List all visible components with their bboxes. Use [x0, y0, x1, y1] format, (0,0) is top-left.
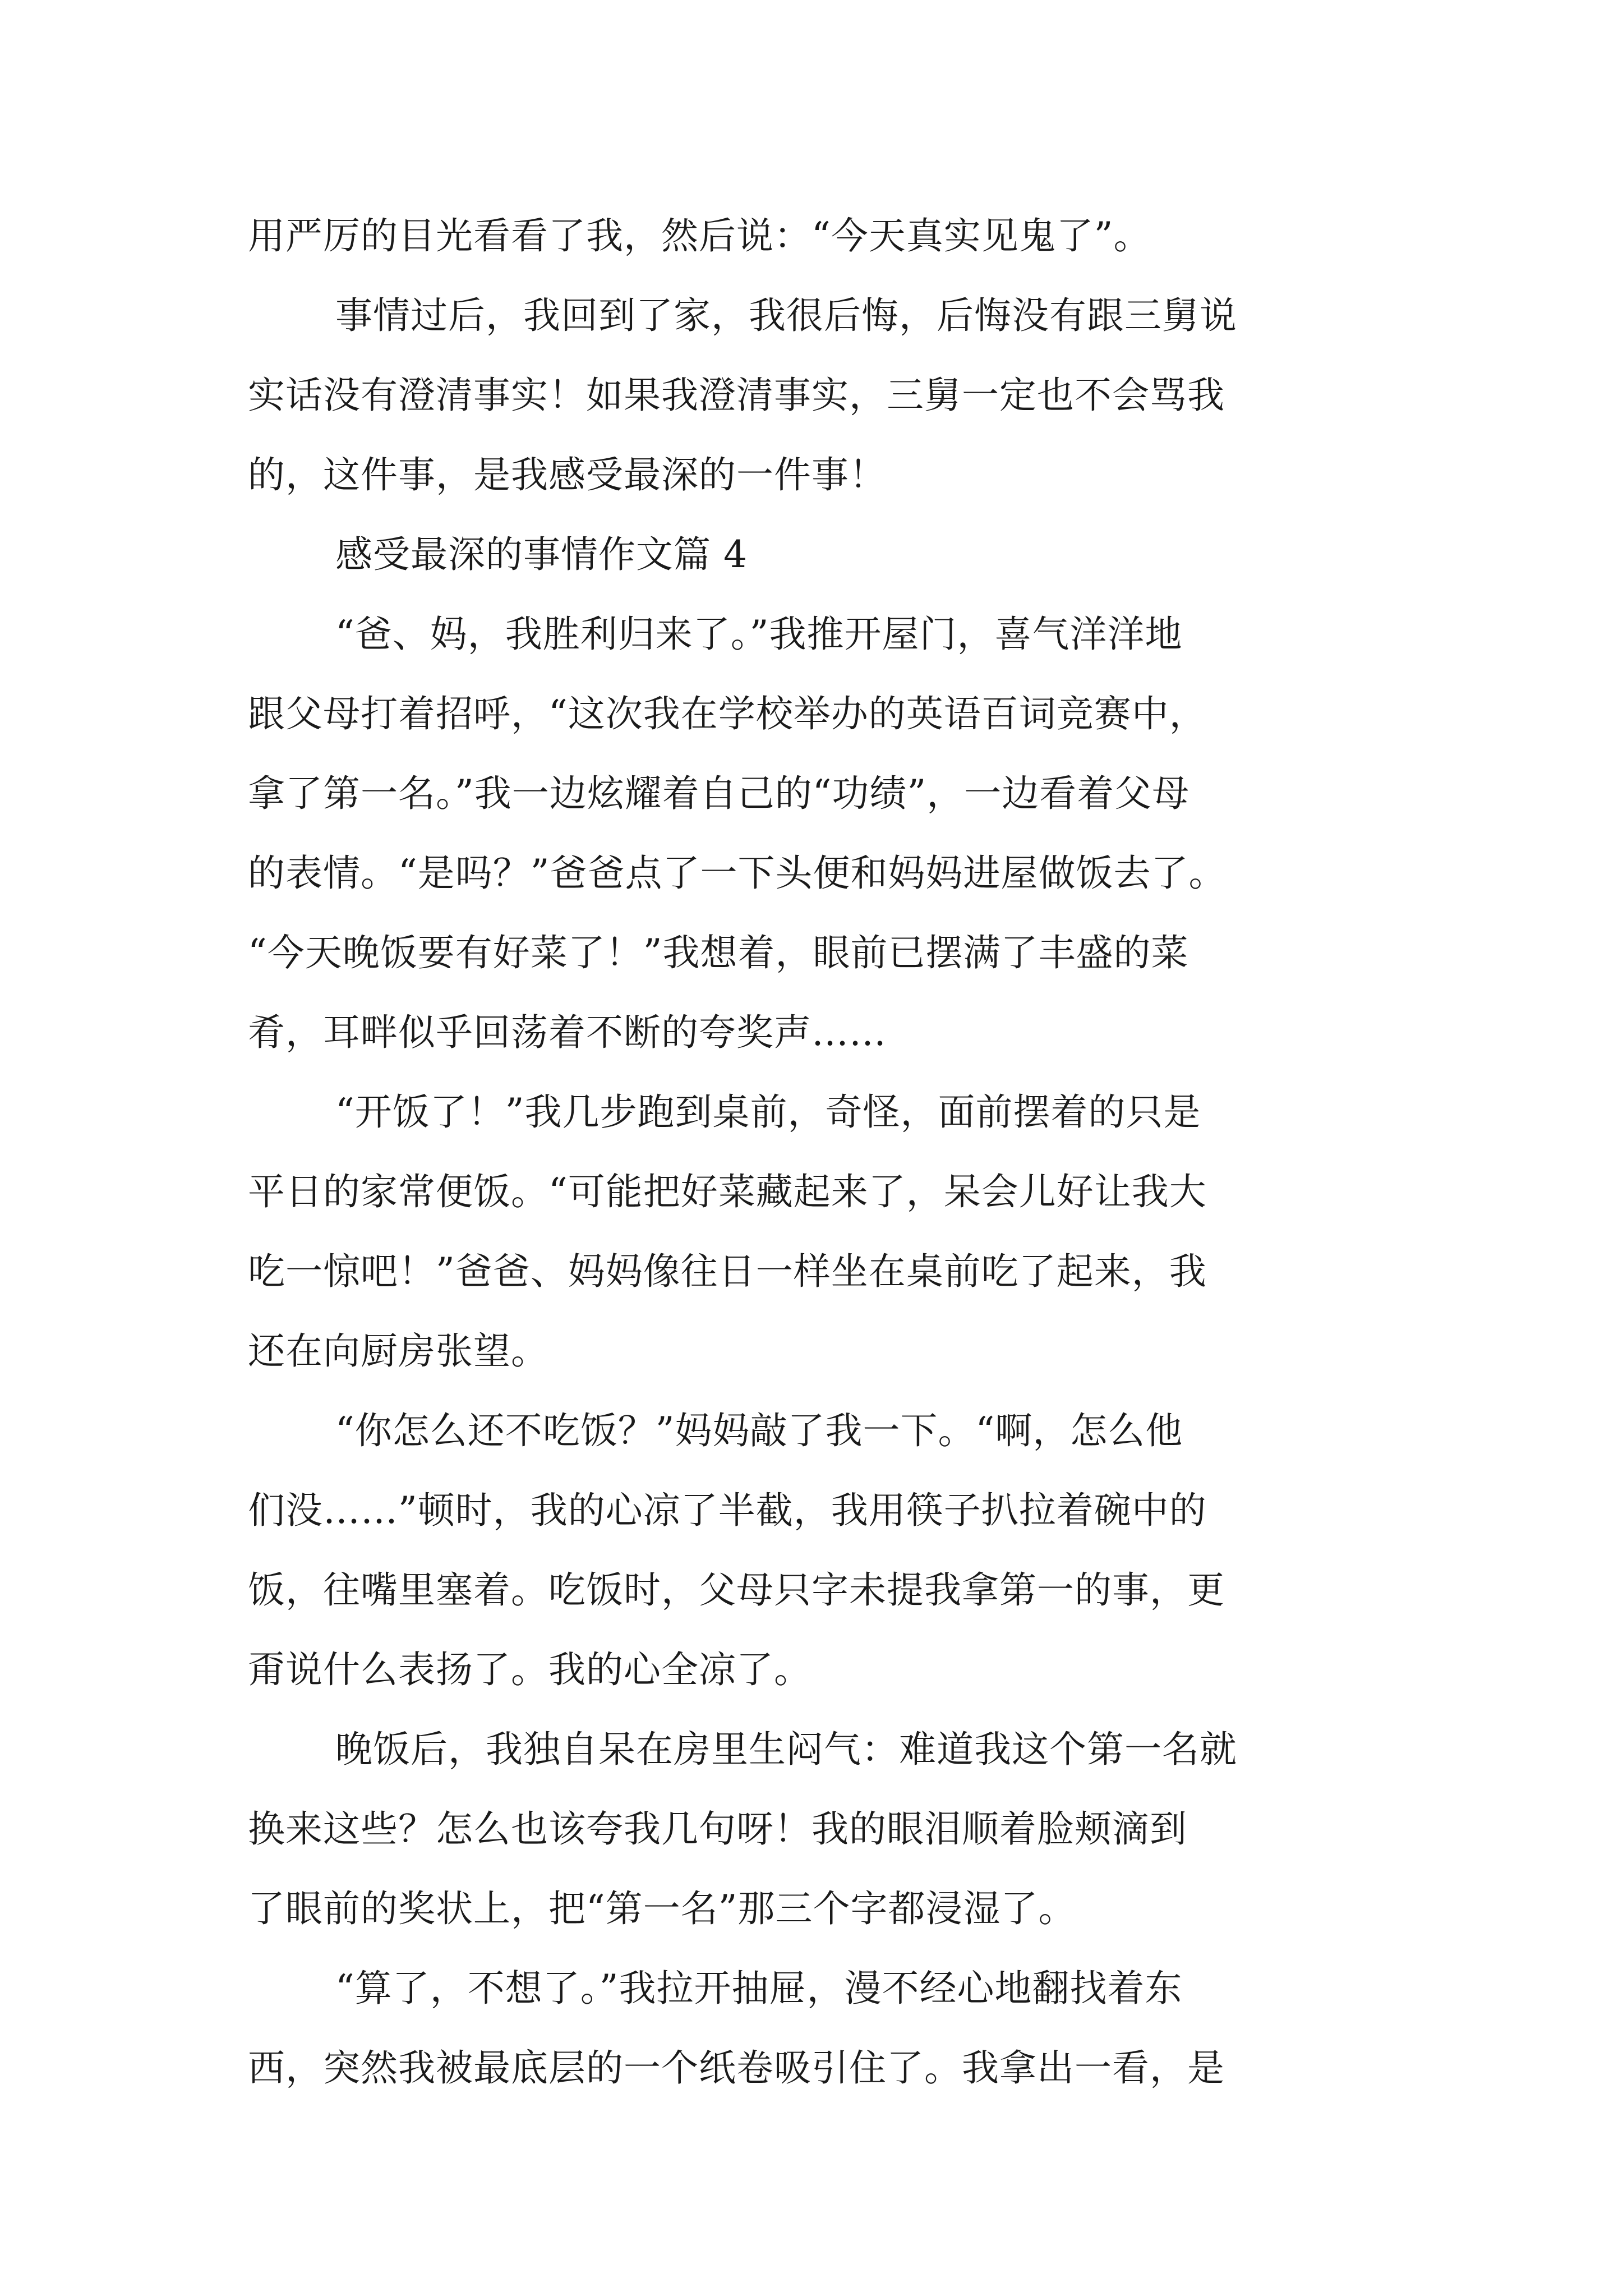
text-line: 用严厉的目光看看了我，然后说：“今天真实见鬼了”。	[248, 214, 1151, 257]
text-line: 实话没有澄清事实！如果我澄清事实，三舅一定也不会骂我	[248, 374, 1225, 417]
section-heading: 感受最深的事情作文篇 4	[335, 533, 748, 576]
text-line: 还在向厨房张望。	[248, 1329, 548, 1373]
text-line: 西，突然我被最底层的一个纸卷吸引住了。我拿出一看，是	[248, 2046, 1225, 2090]
text-line: 们没……”顿时，我的心凉了半截，我用筷子扒拉着碗中的	[248, 1489, 1207, 1532]
text-line: 了眼前的奖状上，把“第一名”那三个字都浸湿了。	[248, 1887, 1076, 1930]
text-line: 晚饭后，我独自呆在房里生闷气：难道我这个第一名就	[335, 1728, 1237, 1771]
text-line: “爸、妈，我胜利归来了。”我推开屋门，喜气洋洋地	[335, 613, 1183, 656]
text-line: 的，这件事，是我感受最深的一件事！	[248, 453, 887, 496]
text-line: 事情过后，我回到了家，我很后悔，后悔没有跟三舅说	[335, 294, 1237, 337]
text-line: 饭，往嘴里塞着。吃饭时，父母只字未提我拿第一的事，更	[248, 1568, 1225, 1612]
text-line: “你怎么还不吃饭？”妈妈敲了我一下。“啊，怎么他	[335, 1409, 1183, 1452]
text-line: 拿了第一名。”我一边炫耀着自己的“功绩”，一边看着父母	[248, 772, 1190, 815]
text-line: 的表情。“是吗？”爸爸点了一下头便和妈妈进屋做饭去了。	[248, 852, 1227, 895]
text-line: 吃一惊吧！”爸爸、妈妈像往日一样坐在桌前吃了起来，我	[248, 1250, 1207, 1293]
text-line: 换来这些？怎么也该夸我几句呀！我的眼泪顺着脸颊滴到	[248, 1807, 1187, 1851]
text-line: 甭说什么表扬了。我的心全凉了。	[248, 1648, 811, 1691]
text-line: “今天晚饭要有好菜了！”我想着，眼前已摆满了丰盛的菜	[248, 931, 1189, 974]
text-line: 跟父母打着招呼，“这次我在学校举办的英语百词竞赛中，	[248, 692, 1207, 735]
text-line: 平日的家常便饭。“可能把好菜藏起来了，呆会儿好让我大	[248, 1170, 1207, 1213]
text-line: “算了，不想了。”我拉开抽屉，漫不经心地翻找着东	[335, 1967, 1183, 2010]
text-line: 肴，耳畔似乎回荡着不断的夸奖声……	[248, 1011, 887, 1054]
text-line: “开饭了！”我几步跑到桌前，奇怪，面前摆着的只是	[335, 1091, 1201, 1134]
